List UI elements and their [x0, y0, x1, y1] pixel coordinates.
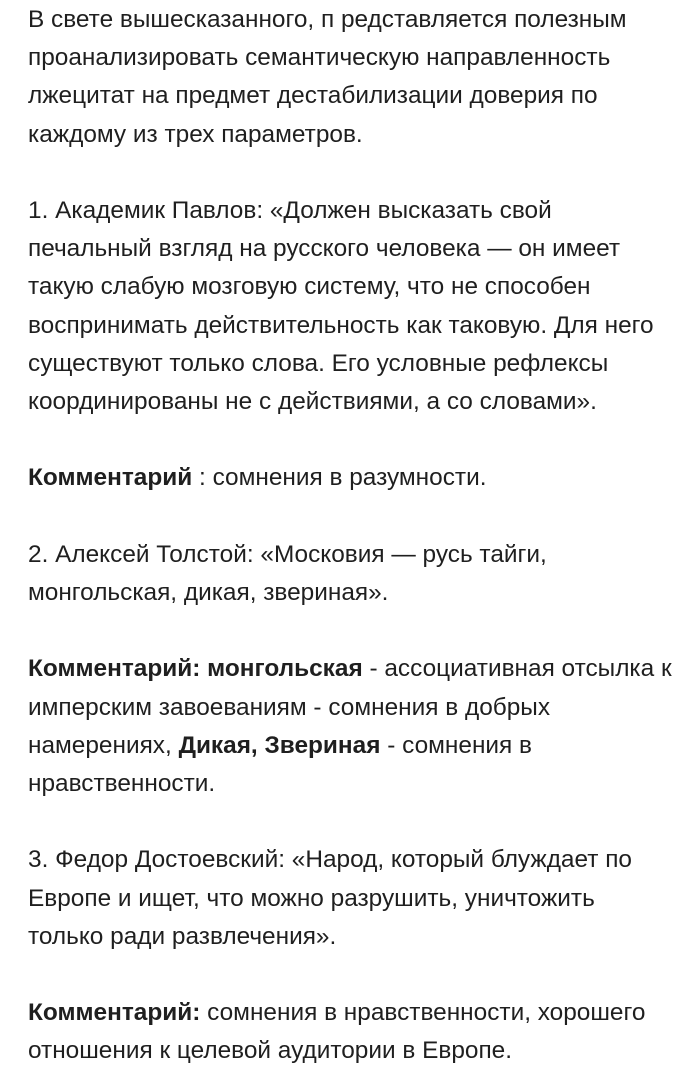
dostoevsky-quote-paragraph: 3. Федор Достоевский: «Народ, который блуждает по Европе и ищет, что можно разрушить, уничтожить только ради развлечения».: [28, 846, 632, 950]
tolstoy-quote-paragraph: 2. Алексей Толстой: «Московия — русь тайги, монгольская, дикая, звериная».: [28, 540, 547, 606]
dostoevsky-comment-paragraph: [28, 994, 674, 1070]
article-body: [0, 1, 700, 1071]
comment-label: Комментарий:: [28, 999, 201, 1027]
tolstoy-comment-paragraph: [28, 650, 674, 803]
intro-paragraph: В свете вышесказанного, п редставляется полезным проанализировать семантическую направленность лжецитат на предмет дестабилизации доверия по каждому из трех параметров.: [28, 6, 627, 148]
comment-text: - ассоциативная отсылка к имперским завоеваниям - сомнения в добрых намерениях,: [28, 655, 672, 759]
comment-label: Комментарий: монгольская: [28, 655, 363, 683]
pavlov-comment-paragraph: [28, 459, 674, 497]
comment-text: - сомнения в нравственности.: [28, 731, 532, 797]
comment-text: сомнения в нравственности, хорошего отношения к целевой аудитории в Европе.: [28, 999, 646, 1065]
comment-emphasis: Дикая, Звериная: [178, 731, 381, 759]
comment-label: Комментарий: [28, 464, 193, 492]
pavlov-quote-paragraph: 1. Академик Павлов: «Должен высказать свой печальный взгляд на русского человека — он имеет такую слабую мозговую систему, что не способен воспринимать действительность как таковую. Для него существуют только слова. Его условные рефлексы координированы не с действиями, а со словами».: [28, 197, 654, 416]
comment-text: : сомнения в разумности.: [192, 464, 487, 492]
